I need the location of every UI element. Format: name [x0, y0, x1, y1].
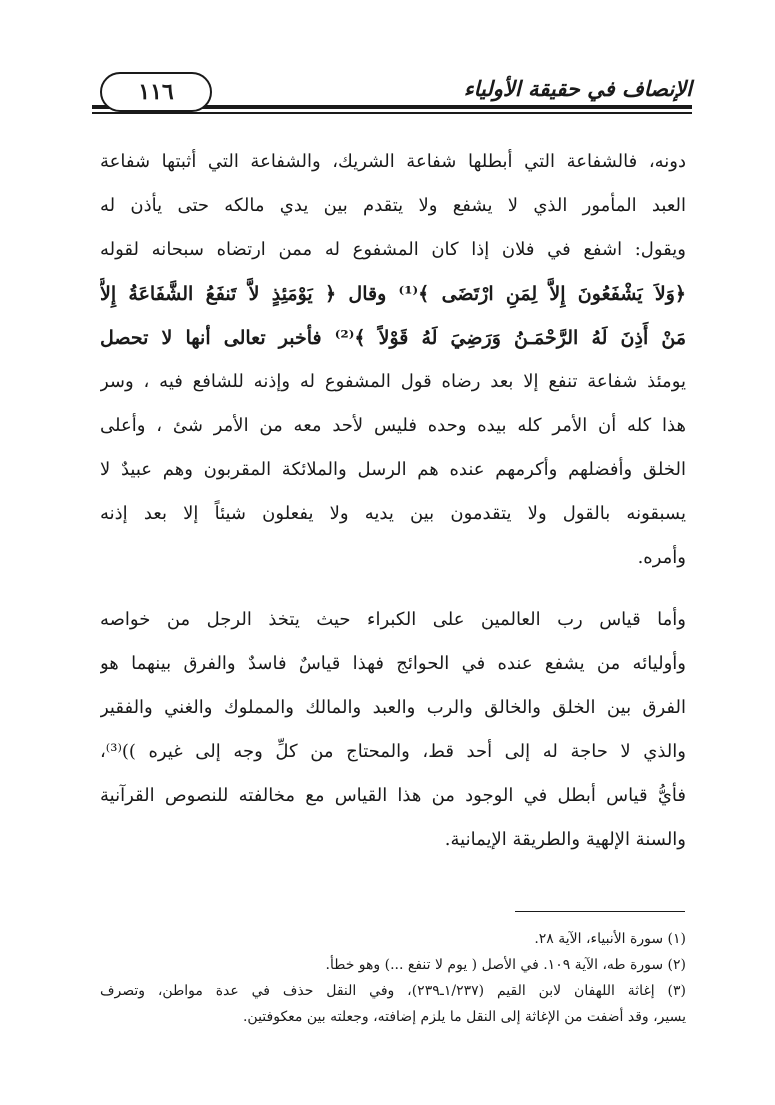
text-line: وأوليائه من يشفع عنده في الحوائج فهذا قياسٌ فاسدٌ والفرق بينهما هو — [100, 653, 686, 674]
text-line: يسبقونه بالقول ولا يتقدمون بين يديه ولا يفعلون شيئاً إلا بعد إذنه — [100, 503, 686, 524]
footnote: (٣) إغاثة اللهفان لابن القيم (١/٢٣٧ـ٢٣٩)، وفي النقل حذف في عدة مواطن، وتصرف — [100, 983, 686, 999]
paragraph-gap — [100, 580, 686, 598]
quran-verse-line: ﴿وَلاَ يَشْفَعُونَ إِلاَّ لِمَنِ ارْتَضَى ﴾⁽¹⁾ وقال ﴿ يَوْمَئِذٍ لاَّ تَنفَعُ الشَّفَاعَةُ إِلاَّ — [100, 283, 686, 305]
text-line: الفرق بين الخلق والخالق والرب والعبد والمالك والمملوك والغني والفقير — [100, 697, 686, 718]
body-text — [100, 140, 686, 862]
text-line: دونه، فالشفاعة التي أبطلها شفاعة الشريك، والشفاعة التي أثبتها شفاعة — [100, 151, 686, 172]
text-line: العبد المأمور الذي لا يشفع ولا يتقدم بين يدي مالكه حتى يأذن له — [100, 195, 686, 216]
text-line: ويقول: اشفع في فلان إذا كان المشفوع له ممن ارتضاه سبحانه لقوله — [100, 239, 686, 260]
text-line: هذا كله أن الأمر كله بيده وحده فليس لأحد معه من الأمر شئ ، وأعلى — [100, 415, 686, 436]
text-line: يومئذ شفاعة تنفع إلا بعد رضاه قول المشفوع له وإذنه للشافع فيه ، وسر — [100, 371, 686, 392]
text-line: والذي لا حاجة له إلى أحد قط، والمحتاج من كلِّ وجه إلى غيره ))⁽³⁾، — [100, 741, 686, 762]
footnote-separator — [515, 911, 685, 912]
text-line: وأما قياس رب العالمين على الكبراء حيث يتخذ الرجل من خواصه — [100, 609, 686, 630]
page-header — [92, 62, 692, 120]
footnotes — [100, 926, 686, 1030]
footnote-continuation: يسير، وقد أضفت من الإغاثة إلى النقل ما يلزم إضافته، وجعلته بين معكوفتين. — [242, 1009, 686, 1025]
page-number: ١١٦ — [100, 72, 212, 112]
header-rule-thin — [92, 112, 692, 114]
text-line: والسنة الإلهية والطريقة الإيمانية. — [444, 829, 686, 850]
text-line: وأمره. — [637, 547, 686, 568]
quran-verse-line: مَنْ أَذِنَ لَهُ الرَّحْمَـنُ وَرَضِيَ لَهُ قَوْلاً ﴾⁽²⁾ فأخبر تعالى أنها لا تحصل — [100, 327, 686, 349]
book-title: الإنصاف في حقيقة الأولياء — [463, 76, 692, 101]
footnote: (٢) سورة طه، الآية ١٠٩. في الأصل ( يوم لا تنفع ...) وهو خطأ. — [325, 957, 686, 973]
text-line: الخلق وأفضلهم وأكرمهم عنده هم الرسل والملائكة المقربون وهم عبيدٌ لا — [100, 459, 686, 480]
text-line: فأيُّ قياس أبطل في الوجود من هذا القياس مع مخالفته للنصوص القرآنية — [100, 785, 686, 806]
footnote: (١) سورة الأنبياء، الآية ٢٨. — [534, 931, 686, 947]
